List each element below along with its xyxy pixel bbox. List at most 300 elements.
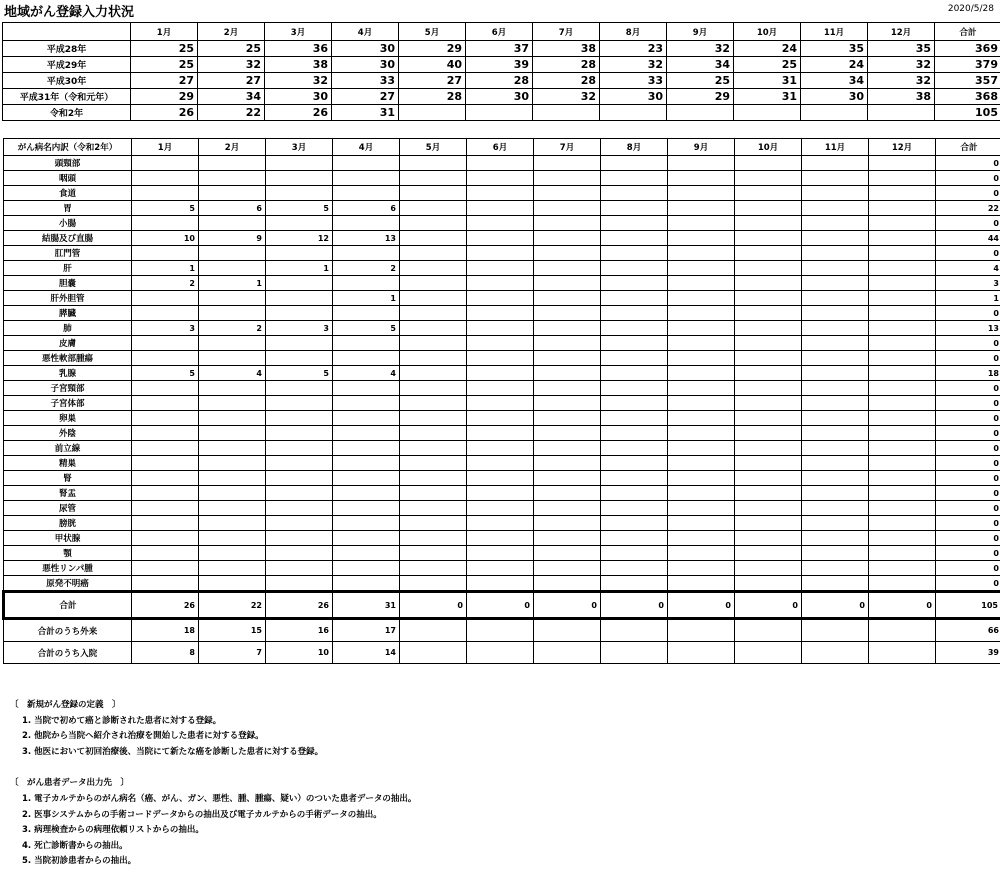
month-cell (601, 306, 668, 321)
month-cell (802, 516, 869, 531)
cancer-type-row (4, 561, 1000, 576)
month-cell: 30 (332, 41, 399, 57)
month-cell (601, 291, 668, 306)
month-cell (534, 501, 601, 516)
month-cell (400, 156, 467, 171)
month-cell (266, 546, 333, 561)
month-cell (534, 366, 601, 381)
month-cell (534, 619, 601, 642)
month-cell (132, 546, 199, 561)
month-cell (467, 261, 534, 276)
month-cell (802, 642, 869, 664)
month-cell (467, 306, 534, 321)
month-cell (199, 501, 266, 516)
month-cell: 6 (199, 201, 266, 216)
row-label: 顎 (4, 546, 132, 561)
row-label: 胃 (4, 201, 132, 216)
month-cell (266, 516, 333, 531)
month-cell (333, 561, 400, 576)
month-cell (601, 381, 668, 396)
row-total-cell: 379 (935, 57, 1000, 73)
month-cell (668, 531, 735, 546)
month-cell (132, 576, 199, 592)
month-cell: 24 (734, 41, 801, 57)
month-cell (467, 642, 534, 664)
month-cell (467, 441, 534, 456)
month-cell (668, 246, 735, 261)
month-cell: 0 (668, 592, 735, 619)
month-cell (400, 642, 467, 664)
month-cell (199, 486, 266, 501)
month-cell (668, 156, 735, 171)
month-cell (735, 619, 802, 642)
month-cell: 28 (533, 73, 600, 89)
cancer-type-row (4, 156, 1000, 171)
month-cell (333, 441, 400, 456)
month-header: 6月 (467, 139, 534, 156)
month-cell (333, 471, 400, 486)
row-total-cell: 0 (936, 396, 1000, 411)
inpatient-total-row (4, 642, 1000, 664)
month-cell (802, 546, 869, 561)
month-cell: 32 (868, 73, 935, 89)
month-cell (735, 546, 802, 561)
month-cell (534, 441, 601, 456)
month-cell (467, 246, 534, 261)
month-cell (400, 396, 467, 411)
cancer-type-row (4, 216, 1000, 231)
month-cell (601, 201, 668, 216)
month-cell (534, 201, 601, 216)
row-total-cell: 13 (936, 321, 1000, 336)
source-item: 3. 病理検査からの病理依頼リストからの抽出。 (22, 823, 416, 839)
month-cell (333, 426, 400, 441)
month-cell (199, 576, 266, 592)
row-label: 膵臓 (4, 306, 132, 321)
month-cell: 25 (131, 57, 198, 73)
row-total-cell: 0 (936, 186, 1000, 201)
table-header-row (4, 139, 1000, 156)
month-cell: 27 (399, 73, 466, 89)
month-cell (802, 216, 869, 231)
definition-item: 2. 他院から当院へ紹介され治療を開始した患者に対する登録。 (22, 729, 416, 745)
month-cell (802, 381, 869, 396)
month-cell: 38 (868, 89, 935, 105)
month-cell (601, 156, 668, 171)
month-cell (534, 261, 601, 276)
month-header: 11月 (802, 139, 869, 156)
cancer-type-row (4, 246, 1000, 261)
cancer-type-row (4, 231, 1000, 246)
month-cell: 28 (399, 89, 466, 105)
month-cell (869, 486, 936, 501)
month-cell (467, 456, 534, 471)
month-cell: 22 (198, 105, 265, 121)
month-cell (266, 171, 333, 186)
month-cell: 13 (333, 231, 400, 246)
month-cell: 30 (466, 89, 533, 105)
month-cell (735, 456, 802, 471)
month-cell (266, 216, 333, 231)
month-cell (601, 336, 668, 351)
month-cell (735, 396, 802, 411)
month-cell: 31 (734, 73, 801, 89)
month-cell (668, 201, 735, 216)
month-cell: 10 (266, 642, 333, 664)
month-cell: 16 (266, 619, 333, 642)
month-cell (668, 366, 735, 381)
month-cell (601, 561, 668, 576)
report-date: 2020/5/28 (948, 4, 994, 14)
month-cell (199, 546, 266, 561)
month-cell (266, 291, 333, 306)
month-cell (132, 291, 199, 306)
month-cell: 0 (735, 592, 802, 619)
month-cell (199, 456, 266, 471)
cancer-type-row (4, 186, 1000, 201)
month-cell (132, 381, 199, 396)
corner-header (3, 23, 131, 41)
row-total-cell: 0 (936, 516, 1000, 531)
month-cell (266, 531, 333, 546)
month-cell (869, 276, 936, 291)
row-label: 原発不明癌 (4, 576, 132, 592)
month-cell (601, 471, 668, 486)
month-cell (668, 321, 735, 336)
row-total-cell: 0 (936, 381, 1000, 396)
month-cell (266, 501, 333, 516)
month-cell (266, 381, 333, 396)
month-cell (333, 546, 400, 561)
cancer-type-row (4, 411, 1000, 426)
month-cell (668, 411, 735, 426)
month-cell (869, 261, 936, 276)
month-cell (735, 216, 802, 231)
month-cell (266, 396, 333, 411)
month-cell: 29 (131, 89, 198, 105)
month-cell (400, 619, 467, 642)
month-cell (869, 411, 936, 426)
cancer-type-row (4, 426, 1000, 441)
month-cell (668, 186, 735, 201)
month-cell (467, 501, 534, 516)
month-cell (869, 516, 936, 531)
row-total-cell: 0 (936, 531, 1000, 546)
month-cell (601, 619, 668, 642)
month-cell (467, 576, 534, 592)
month-cell (668, 231, 735, 246)
year-row (3, 89, 1000, 105)
month-cell (199, 471, 266, 486)
month-cell (132, 471, 199, 486)
month-cell: 3 (266, 321, 333, 336)
month-cell: 5 (132, 366, 199, 381)
notes-section (4, 698, 416, 870)
month-cell (668, 276, 735, 291)
definition-item: 1. 当院で初めて癌と診断された患者に対する登録。 (22, 714, 416, 730)
month-cell (601, 351, 668, 366)
month-header: 11月 (801, 23, 868, 41)
outpatient-total-row (4, 619, 1000, 642)
month-cell (333, 306, 400, 321)
month-header: 10月 (734, 23, 801, 41)
row-label: 悪性軟部腫瘍 (4, 351, 132, 366)
month-cell (802, 531, 869, 546)
month-cell (802, 306, 869, 321)
row-label: 平成29年 (3, 57, 131, 73)
cancer-type-row (4, 291, 1000, 306)
month-cell: 30 (265, 89, 332, 105)
month-cell (400, 276, 467, 291)
month-cell (333, 396, 400, 411)
row-label: 平成28年 (3, 41, 131, 57)
month-cell (467, 396, 534, 411)
month-cell (668, 351, 735, 366)
row-total-cell: 66 (936, 619, 1000, 642)
month-cell: 5 (266, 201, 333, 216)
month-cell (400, 291, 467, 306)
cancer-type-row (4, 381, 1000, 396)
month-cell (735, 231, 802, 246)
row-label: 悪性リンパ腫 (4, 561, 132, 576)
month-cell (534, 291, 601, 306)
month-cell (400, 336, 467, 351)
month-cell (400, 441, 467, 456)
month-header: 7月 (533, 23, 600, 41)
month-cell (668, 336, 735, 351)
month-cell (802, 471, 869, 486)
month-cell (802, 276, 869, 291)
month-cell (199, 336, 266, 351)
row-label: 皮膚 (4, 336, 132, 351)
month-header: 12月 (869, 139, 936, 156)
row-label: 腎 (4, 471, 132, 486)
year-row (3, 105, 1000, 121)
month-cell (869, 561, 936, 576)
month-header: 5月 (400, 139, 467, 156)
month-cell (266, 456, 333, 471)
month-cell (400, 321, 467, 336)
month-header: 1月 (131, 23, 198, 41)
month-cell (266, 576, 333, 592)
month-cell: 23 (600, 41, 667, 57)
month-cell: 1 (266, 261, 333, 276)
month-cell: 6 (333, 201, 400, 216)
month-cell (132, 171, 199, 186)
row-total-cell: 0 (936, 246, 1000, 261)
month-cell: 26 (132, 592, 199, 619)
month-cell (869, 576, 936, 592)
cancer-type-row (4, 366, 1000, 381)
month-cell (735, 561, 802, 576)
month-cell (467, 381, 534, 396)
month-cell (668, 441, 735, 456)
month-cell: 3 (132, 321, 199, 336)
month-cell (667, 105, 734, 121)
month-cell (735, 516, 802, 531)
month-header: 10月 (735, 139, 802, 156)
month-cell (199, 396, 266, 411)
row-label: 尿管 (4, 501, 132, 516)
month-cell (735, 486, 802, 501)
month-cell (668, 291, 735, 306)
row-total-cell: 0 (936, 171, 1000, 186)
month-cell: 32 (600, 57, 667, 73)
month-cell (601, 276, 668, 291)
month-cell (869, 426, 936, 441)
month-cell (869, 456, 936, 471)
month-cell (132, 516, 199, 531)
month-cell (802, 366, 869, 381)
row-label: 合計のうち外来 (4, 619, 132, 642)
month-cell (467, 171, 534, 186)
row-total-cell: 369 (935, 41, 1000, 57)
month-cell: 34 (198, 89, 265, 105)
month-cell: 38 (265, 57, 332, 73)
month-cell (869, 156, 936, 171)
month-cell (601, 411, 668, 426)
month-cell (668, 261, 735, 276)
month-cell: 36 (265, 41, 332, 57)
month-cell (467, 276, 534, 291)
month-cell: 26 (265, 105, 332, 121)
month-cell (869, 619, 936, 642)
month-cell (467, 366, 534, 381)
month-cell (668, 396, 735, 411)
month-cell (534, 642, 601, 664)
month-cell (266, 441, 333, 456)
month-cell (400, 231, 467, 246)
row-label: 外陰 (4, 426, 132, 441)
month-header: 7月 (534, 139, 601, 156)
row-label: 合計 (4, 592, 132, 619)
cancer-type-row (4, 351, 1000, 366)
month-cell (601, 546, 668, 561)
row-total-cell: 18 (936, 366, 1000, 381)
month-cell: 5 (132, 201, 199, 216)
month-cell: 30 (600, 89, 667, 105)
row-total-cell: 22 (936, 201, 1000, 216)
month-cell (869, 531, 936, 546)
year-row (3, 57, 1000, 73)
month-cell: 31 (332, 105, 399, 121)
month-cell (467, 561, 534, 576)
month-cell (400, 456, 467, 471)
row-total-cell: 0 (936, 441, 1000, 456)
month-cell (735, 642, 802, 664)
month-cell (735, 441, 802, 456)
row-label: 膀胱 (4, 516, 132, 531)
month-cell (869, 171, 936, 186)
month-cell (869, 642, 936, 664)
month-cell (735, 246, 802, 261)
row-total-cell: 0 (936, 351, 1000, 366)
month-cell: 27 (332, 89, 399, 105)
month-cell (534, 396, 601, 411)
month-cell (400, 411, 467, 426)
month-cell (132, 396, 199, 411)
month-cell (266, 186, 333, 201)
month-cell (199, 351, 266, 366)
month-cell: 34 (667, 57, 734, 73)
month-cell (199, 381, 266, 396)
month-cell (199, 186, 266, 201)
month-cell (534, 531, 601, 546)
row-total-cell: 0 (936, 471, 1000, 486)
month-cell: 0 (869, 592, 936, 619)
row-total-cell: 39 (936, 642, 1000, 664)
month-cell (333, 186, 400, 201)
row-label: 肝 (4, 261, 132, 276)
month-cell (735, 156, 802, 171)
month-cell (266, 471, 333, 486)
month-cell (802, 156, 869, 171)
yearly-registration-table (2, 22, 1000, 121)
month-cell (467, 186, 534, 201)
month-cell: 1 (132, 261, 199, 276)
month-cell (869, 186, 936, 201)
month-cell (868, 105, 935, 121)
month-cell (467, 486, 534, 501)
month-header: 6月 (466, 23, 533, 41)
month-cell (735, 336, 802, 351)
month-cell: 17 (333, 619, 400, 642)
cancer-type-row (4, 501, 1000, 516)
month-cell (534, 216, 601, 231)
month-cell: 32 (265, 73, 332, 89)
month-cell (467, 411, 534, 426)
month-cell: 4 (333, 366, 400, 381)
month-cell (735, 291, 802, 306)
month-cell (333, 156, 400, 171)
month-cell (668, 546, 735, 561)
month-cell (601, 576, 668, 592)
month-cell: 15 (199, 619, 266, 642)
month-cell: 10 (132, 231, 199, 246)
month-cell (735, 351, 802, 366)
row-label: 結腸及び直腸 (4, 231, 132, 246)
month-cell (400, 531, 467, 546)
month-cell (132, 411, 199, 426)
row-total-cell: 0 (936, 336, 1000, 351)
month-cell (668, 306, 735, 321)
month-cell (400, 426, 467, 441)
month-cell: 34 (801, 73, 868, 89)
month-cell (467, 426, 534, 441)
month-cell (600, 105, 667, 121)
month-cell (869, 216, 936, 231)
month-header: 8月 (600, 23, 667, 41)
month-cell (467, 619, 534, 642)
month-cell (266, 306, 333, 321)
cancer-type-row (4, 276, 1000, 291)
month-cell: 29 (399, 41, 466, 57)
month-cell (199, 441, 266, 456)
month-cell (534, 576, 601, 592)
month-cell (869, 231, 936, 246)
table-header-row (3, 23, 1000, 41)
month-cell (266, 246, 333, 261)
month-cell (199, 156, 266, 171)
cancer-type-row (4, 486, 1000, 501)
month-cell (333, 486, 400, 501)
month-cell: 32 (198, 57, 265, 73)
row-label: 肝外胆管 (4, 291, 132, 306)
source-item: 5. 当院初診患者からの抽出。 (22, 854, 416, 870)
month-cell: 25 (667, 73, 734, 89)
month-cell (735, 186, 802, 201)
row-total-cell: 44 (936, 231, 1000, 246)
